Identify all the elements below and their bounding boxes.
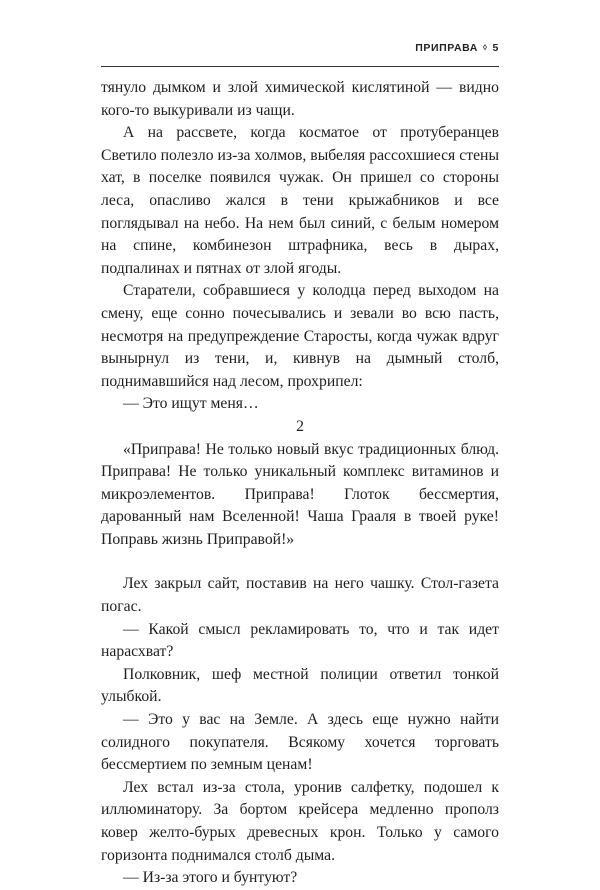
dialogue-line: — Это ищут меня… — [123, 395, 259, 413]
paragraph: тянуло дымком и злой химической кислятиной — видно кого-то выкуривали из чащи. — [101, 79, 499, 119]
header-rule — [101, 66, 499, 67]
dialogue-line: — Какой смысл рекламировать то, что и так идет нарасхват? — [101, 620, 499, 661]
running-head — [415, 42, 499, 54]
advert-quote: «Приправа! Не только новый вкус традиционных блюд. Приправа! Не только уникальный комплекс витаминов и микроэлементов. Приправа! Глоток бессмертия, дарованный нам Вселенной! Чаша Грааля в твоей руке! Поправь жизнь Приправой!» — [101, 440, 499, 548]
dialogue-line: — Это у вас на Земле. А здесь еще нужно найти солидного покупателя. Всякому хочется торговать бессмертием по земным ценам! — [101, 711, 499, 774]
chapter-number: 2 — [296, 417, 304, 435]
paragraph: Лех встал из-за стола, уронив салфетку, подошел к иллюминатору. За бортом крейсера медленно прополз ковер желто-бурых древесных крон. Только у самого горизонта поднимался столб дыма. — [101, 778, 499, 864]
page-number: 5 — [492, 42, 499, 54]
paragraph: Старатели, собравшиеся у колодца перед выходом на смену, еще сонно почесывались и зевали во всю пасть, несмотря на предупреждение Старосты, когда чужак вдруг вынырнул из тени, и, кивнув на дымный столб, поднимавшийся над лесом, прохрипел: — [101, 282, 499, 390]
dialogue-line: — Из-за этого и бунтуют? — [123, 869, 298, 887]
page-body — [101, 77, 499, 890]
diamond-separator-icon: ◊ — [482, 43, 488, 52]
paragraph: Лех закрыл сайт, поставив на него чашку. Стол-газета погас. — [101, 575, 499, 616]
section-gap — [101, 551, 499, 573]
paragraph: А на рассвете, когда косматое от протуберанцев Светило полезло из-за холмов, выбеляя рассохшиеся стены хат, в поселке появился чужак. Он пришел со стороны леса, опасливо жался в тени крыжабников и все поглядывал на небо. На нем был синий, с белым номером на спине, комбинезон штрафника, весь в дырах, подпалинах и пятнах от злой ягоды. — [101, 124, 499, 277]
paragraph: Полковник, шеф местной полиции ответил тонкой улыбкой. — [101, 665, 499, 706]
running-head-title: ПРИПРАВА — [415, 42, 478, 54]
